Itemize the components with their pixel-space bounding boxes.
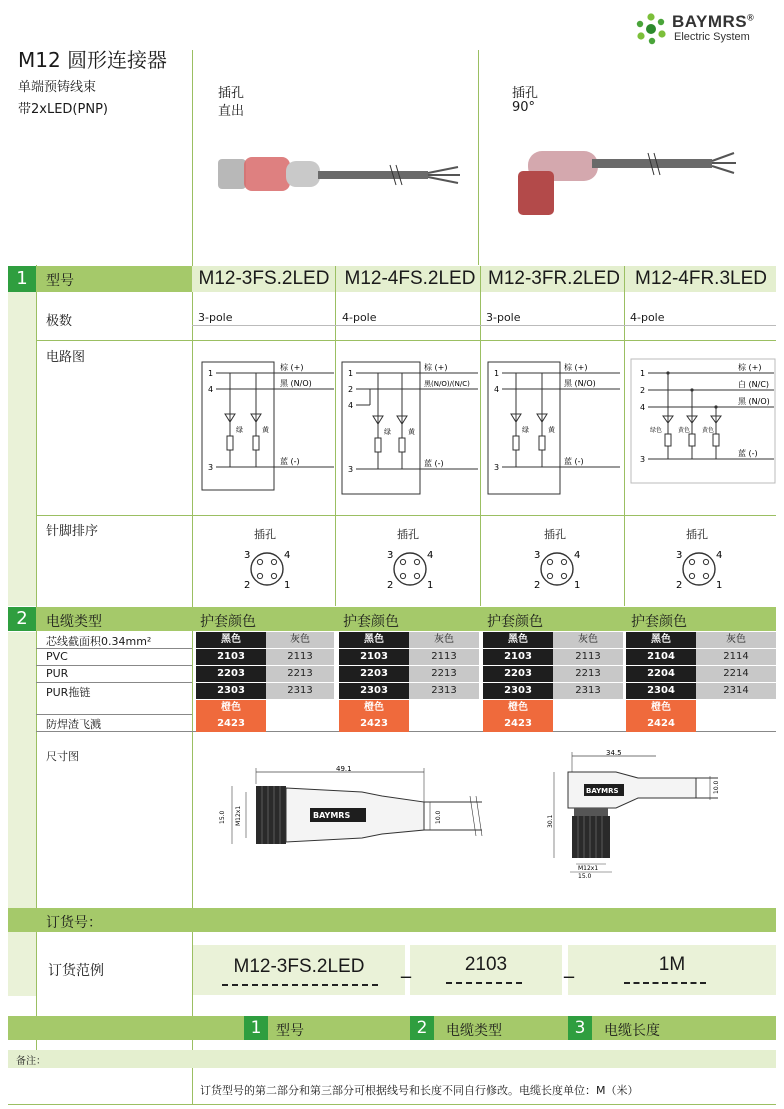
c3-wire-black: 黑 (N/O) xyxy=(564,379,596,388)
angled-logo: BAYMRS xyxy=(586,787,619,795)
angled-width: 34.5 xyxy=(606,750,622,757)
brand-tagline: Electric System xyxy=(674,31,750,43)
c1-pin-1: 1 xyxy=(208,369,214,378)
ct3-purd-black: 2303 xyxy=(483,683,553,699)
ct4-weld: 2424 xyxy=(626,716,696,732)
ct4-black-hdr: 黑色 xyxy=(626,632,696,648)
pinout-2 xyxy=(375,524,445,594)
jacket-label-1: 护套颜色 xyxy=(200,614,256,630)
straight-thread: M12x1 xyxy=(235,805,242,826)
c2-pin-2: 2 xyxy=(348,385,354,394)
pinout-1-p1: 1 xyxy=(284,580,291,591)
ct2-pvc-grey: 2113 xyxy=(409,649,479,665)
model-3: M12-3FR.2LED xyxy=(488,268,620,289)
ct1-purd-grey: 2313 xyxy=(266,683,334,699)
c1-wire-brown: 棕 (+) xyxy=(280,363,304,372)
ct1-grey-hdr: 灰色 xyxy=(266,632,334,648)
pinout-2-p3: 3 xyxy=(387,550,394,561)
c4-led-green: 绿色 xyxy=(650,427,663,434)
note-bar xyxy=(8,1050,776,1068)
note-label: 备注： xyxy=(16,1056,46,1067)
ct4-pur-grey: 2214 xyxy=(696,666,776,682)
legend-3-number: 3 xyxy=(568,1016,592,1040)
ct3-grey-hdr: 灰色 xyxy=(553,632,623,648)
variant-angled-socket: 插孔 xyxy=(512,86,539,101)
circuit-diagram-3 xyxy=(486,356,622,496)
ct2-pur-grey: 2213 xyxy=(409,666,479,682)
angled-dia: 10.0 xyxy=(713,780,720,794)
ct1-purd-black: 2303 xyxy=(196,683,266,699)
model-1: M12-3FS.2LED xyxy=(198,268,330,289)
ct3-purd-grey: 2313 xyxy=(553,683,623,699)
page-title: M12 圆形连接器 xyxy=(18,48,168,72)
c4-pin-1: 1 xyxy=(640,369,646,378)
pinout-2-p2: 2 xyxy=(387,580,394,591)
brand-name: BAYMRS xyxy=(672,12,748,31)
page-subtitle-2: 带2xLED(PNP) xyxy=(18,102,108,117)
pinout-1-p2: 2 xyxy=(244,580,251,591)
variant-angled-shape: 90° xyxy=(512,100,536,115)
pinout-1-p3: 3 xyxy=(244,550,251,561)
straight-connector-image xyxy=(210,145,470,215)
jacket-label-4: 护套颜色 xyxy=(631,614,687,630)
variant-straight-shape: 直出 xyxy=(218,104,245,119)
cable-table-4 xyxy=(626,632,776,732)
logo-icon xyxy=(634,12,668,46)
c2-wire-brown: 棕 (+) xyxy=(424,363,448,372)
ct4-pvc-grey: 2114 xyxy=(696,649,776,665)
poles-2: 4-pole xyxy=(342,311,377,324)
model-2: M12-4FS.2LED xyxy=(344,268,476,289)
ct1-black-hdr: 黑色 xyxy=(196,632,266,648)
pinout-2-p1: 1 xyxy=(427,580,434,591)
c3-wire-brown: 棕 (+) xyxy=(564,363,588,372)
c2-pin-1: 1 xyxy=(348,369,354,378)
poles-1: 3-pole xyxy=(198,311,233,324)
c3-pin-3: 3 xyxy=(494,463,500,472)
c4-led-yellow-2: 黄色 xyxy=(702,427,715,434)
ordering-title: 订货号： xyxy=(46,915,102,931)
ct1-orange-hdr: 橙色 xyxy=(196,700,266,716)
angled-height: 30.1 xyxy=(547,814,554,828)
ct1-pvc-black: 2103 xyxy=(196,649,266,665)
c3-led-green: 绿 xyxy=(522,426,529,434)
pinout-1-label: 插孔 xyxy=(254,528,276,541)
variant-straight-socket: 插孔 xyxy=(218,86,245,101)
ct2-purd-black: 2303 xyxy=(339,683,409,699)
c3-wire-blue: 蓝 (-) xyxy=(564,457,584,466)
section-1-number: 1 xyxy=(8,266,36,292)
ct4-pvc-black: 2104 xyxy=(626,649,696,665)
ct1-pur-black: 2203 xyxy=(196,666,266,682)
ct1-weld: 2423 xyxy=(196,716,266,732)
c1-led-yellow: 黄 xyxy=(262,426,269,434)
order-example-model: M12-3FS.2LED xyxy=(233,956,365,977)
pinout-2-label: 插孔 xyxy=(397,528,419,541)
c3-led-yellow: 黄 xyxy=(548,426,555,434)
c2-led-yellow: 黄 xyxy=(408,428,415,436)
pinout-3-p3: 3 xyxy=(534,550,541,561)
cable-row-weld: 防焊渣飞溅 xyxy=(46,718,101,731)
cable-row-purd: PUR拖链 xyxy=(46,686,91,699)
pinout-4-p3: 3 xyxy=(676,550,683,561)
ct3-pur-grey: 2213 xyxy=(553,666,623,682)
jacket-label-2: 护套颜色 xyxy=(343,614,399,630)
pinout-2-p4: 4 xyxy=(427,550,434,561)
brand-registered: ® xyxy=(747,12,755,23)
ct2-pur-black: 2203 xyxy=(339,666,409,682)
ct2-black-hdr: 黑色 xyxy=(339,632,409,648)
pinout-3-p1: 1 xyxy=(574,580,581,591)
model-header xyxy=(192,266,776,292)
ct4-pur-black: 2204 xyxy=(626,666,696,682)
pinout-label: 针脚排序 xyxy=(46,524,99,539)
ct4-orange-hdr: 橙色 xyxy=(626,700,696,716)
c1-wire-black: 黑 (N/O) xyxy=(280,379,312,388)
ct2-pvc-black: 2103 xyxy=(339,649,409,665)
pinout-3-p4: 4 xyxy=(574,550,581,561)
c2-wire-blue: 蓝 (-) xyxy=(424,459,444,468)
pinout-3-label: 插孔 xyxy=(544,528,566,541)
section-1-label: 型号 xyxy=(46,273,74,289)
pinout-4-p2: 2 xyxy=(676,580,683,591)
ct4-purd-grey: 2314 xyxy=(696,683,776,699)
legend-2-number: 2 xyxy=(410,1016,434,1040)
c4-pin-3: 3 xyxy=(640,455,646,464)
c4-led-yellow-1: 黄色 xyxy=(678,427,691,434)
order-example-length: 1M xyxy=(658,954,686,975)
page-subtitle-1: 单端预铸线束 xyxy=(18,80,97,95)
circuit-label: 电路图 xyxy=(46,350,86,365)
c3-pin-4: 4 xyxy=(494,385,500,394)
ct4-grey-hdr: 灰色 xyxy=(696,632,776,648)
ct1-pur-grey: 2213 xyxy=(266,666,334,682)
ct3-pvc-grey: 2113 xyxy=(553,649,623,665)
c1-pin-3: 3 xyxy=(208,463,214,472)
straight-dimension-drawing xyxy=(212,762,492,872)
cable-row-pur: PUR xyxy=(46,667,69,680)
pinout-1 xyxy=(232,524,302,594)
straight-length: 49.1 xyxy=(336,765,352,773)
c4-pin-4: 4 xyxy=(640,403,646,412)
angled-thread: M12x1 xyxy=(578,865,599,872)
brand-logo xyxy=(634,12,774,48)
ct2-purd-grey: 2313 xyxy=(409,683,479,699)
c4-wire-brown: 棕 (+) xyxy=(738,363,762,372)
pinout-4 xyxy=(664,524,734,594)
angled-dimension-drawing xyxy=(546,750,726,880)
jacket-label-3: 护套颜色 xyxy=(487,614,543,630)
circuit-diagram-4 xyxy=(630,358,776,494)
poles-3: 3-pole xyxy=(486,311,521,324)
section-2-number: 2 xyxy=(8,607,36,631)
ct2-grey-hdr: 灰色 xyxy=(409,632,479,648)
angled-dia2: 15.0 xyxy=(578,873,592,880)
ct1-pvc-grey: 2113 xyxy=(266,649,334,665)
cable-table-3 xyxy=(483,632,623,732)
legend-2-text: 电缆类型 xyxy=(446,1023,502,1039)
ordering-legend-bar xyxy=(8,1016,776,1040)
angled-connector-image xyxy=(500,135,740,225)
circuit-diagram-2 xyxy=(340,356,480,496)
ct3-pur-black: 2203 xyxy=(483,666,553,682)
c4-wire-blue: 蓝 (-) xyxy=(738,449,758,458)
ct2-weld: 2423 xyxy=(339,716,409,732)
c4-pin-2: 2 xyxy=(640,386,646,395)
pinout-3-p2: 2 xyxy=(534,580,541,591)
c4-wire-black: 黑 (N/O) xyxy=(738,397,770,406)
c2-led-green: 绿 xyxy=(384,428,391,436)
model-4: M12-4FR.3LED xyxy=(635,268,767,289)
cable-table-1 xyxy=(196,632,336,732)
pinout-4-p4: 4 xyxy=(716,550,723,561)
c4-wire-white: 白 (N/C) xyxy=(738,380,770,389)
order-separator-2: _ xyxy=(564,954,574,978)
ct3-orange-hdr: 橙色 xyxy=(483,700,553,716)
straight-logo: BAYMRS xyxy=(313,811,351,820)
ct3-black-hdr: 黑色 xyxy=(483,632,553,648)
ordering-example-label: 订货范例 xyxy=(48,963,104,979)
order-separator-1: _ xyxy=(401,954,411,978)
c1-wire-blue: 蓝 (-) xyxy=(280,457,300,466)
c2-pin-3: 3 xyxy=(348,465,354,474)
note-text: 订货型号的第二部分和第三部分可根据线号和长度不同自行修改。电缆长度单位：M（米） xyxy=(200,1084,639,1097)
ct4-purd-black: 2304 xyxy=(626,683,696,699)
straight-dia2: 10.0 xyxy=(435,810,442,824)
order-example-cable: 2103 xyxy=(464,954,508,975)
ct3-weld: 2423 xyxy=(483,716,553,732)
c2-pin-4: 4 xyxy=(348,401,354,410)
ct3-pvc-black: 2103 xyxy=(483,649,553,665)
c1-pin-4: 4 xyxy=(208,385,214,394)
cable-row-pvc: PVC xyxy=(46,650,68,663)
poles-label: 极数 xyxy=(46,314,73,329)
pinout-1-p4: 4 xyxy=(284,550,291,561)
c3-pin-1: 1 xyxy=(494,369,500,378)
cable-row-core: 芯线截面积0.34mm² xyxy=(46,635,152,648)
pinout-4-label: 插孔 xyxy=(686,528,708,541)
cable-table-2 xyxy=(339,632,479,732)
poles-4: 4-pole xyxy=(630,311,665,324)
circuit-diagram-1 xyxy=(200,356,336,496)
legend-1-number: 1 xyxy=(244,1016,268,1040)
section-2-label: 电缆类型 xyxy=(46,614,102,630)
ct2-orange-hdr: 橙色 xyxy=(339,700,409,716)
pinout-4-p1: 1 xyxy=(716,580,723,591)
straight-dia1: 15.0 xyxy=(219,810,226,824)
legend-1-text: 型号 xyxy=(276,1023,304,1039)
ordering-bar xyxy=(8,908,776,932)
c1-led-green: 绿 xyxy=(236,426,243,434)
dimension-label: 尺寸图 xyxy=(46,750,79,763)
legend-3-text: 电缆长度 xyxy=(604,1023,660,1039)
c2-wire-black: 黑(N/O)/(N/C) xyxy=(424,380,470,388)
pinout-3 xyxy=(522,524,592,594)
